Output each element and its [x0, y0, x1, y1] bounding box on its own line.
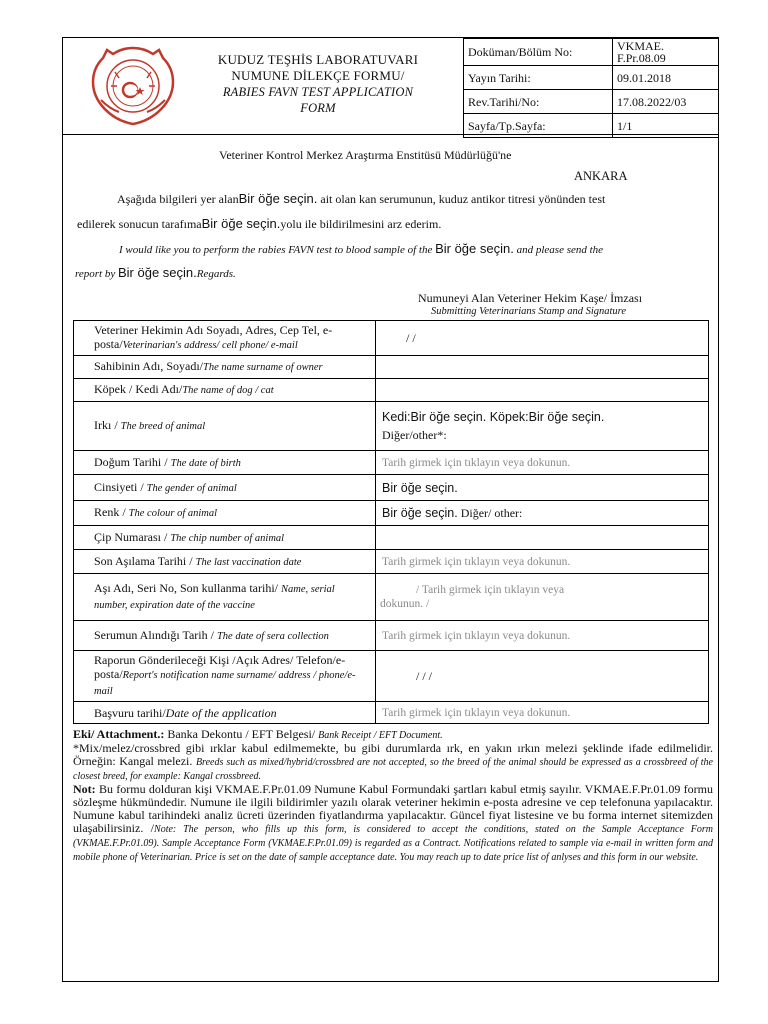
static-text: Bu formu dolduran kişi VKMAE.F.Pr.01.09 Numune Kabul Formundaki şartları kabul etmiş sayılır. VKMAE.F.Pr.01.09 formu sözleşme hükmündedir. Numune ile ilgili bildirimler yazılı olarak veteriner hekimin e-posta adresine ve cep telefonuna yapılacaktır. Numune kabul tarihindeki analiz ücreti üzerinden fiyatlandırma yapılacaktır. Güncel fiyat listesine ve bu forma internet sitemizden ulaşabilirsiniz. / — [73, 782, 713, 835]
field-label — [74, 475, 376, 501]
table-row — [74, 651, 709, 702]
field-label — [74, 621, 376, 651]
content-control-dropdown[interactable]: Bir öğe seçin. — [238, 191, 318, 206]
label-tr: Köpek / Kedi Adı/ — [94, 382, 183, 396]
vaccine-info-field[interactable] — [376, 574, 709, 621]
signature-label-en: Submitting Veterinarians Stamp and Signature — [431, 306, 627, 317]
table-row — [74, 475, 709, 501]
table-row — [74, 402, 709, 451]
label-en: The chip number of animal — [170, 532, 285, 544]
label-tr: Doğum Tarihi / — [94, 454, 171, 469]
static-text: yolu ile bildirilmesini arz ederim. — [280, 217, 442, 231]
form-title — [193, 52, 443, 116]
ministry-logo-icon — [83, 44, 183, 128]
table-row — [74, 356, 709, 379]
colour-field[interactable] — [376, 501, 709, 526]
static-text: edilerek sonucun tarafıma — [77, 217, 202, 231]
label-tr: Irkı / — [94, 418, 121, 432]
meta-label: Rev.Tarihi/No: — [464, 90, 613, 114]
label-en: The date of sera collection — [216, 630, 329, 642]
label-tr: Raporun Gönderileceği Kişi /Açık Adres/ Telefon/e-posta/ — [94, 653, 346, 681]
field-label — [74, 526, 376, 550]
label-tr: Veteriner Hekimin Adı Soyadı, Adres, Cep Tel, e-posta/ — [94, 323, 333, 351]
static-text: I would like you to perform the rabies FAVN test to blood sample of the — [119, 244, 436, 256]
owner-name-field[interactable] — [376, 356, 709, 379]
table-row — [74, 702, 709, 724]
static-text: report by — [75, 268, 118, 280]
meta-row — [464, 39, 719, 66]
breed-other[interactable] — [382, 428, 700, 442]
field-label — [74, 321, 376, 356]
application-date-picker[interactable]: Tarih girmek için tıklayın veya dokunun. — [376, 702, 709, 724]
signature-label: Numuneyi Alan Veteriner Hekim Kaşe/ İmzası — [418, 291, 643, 305]
field-label — [74, 574, 376, 621]
static-text: Bank Receipt / EFT Document. — [318, 730, 443, 741]
breed-field[interactable] — [376, 402, 709, 451]
title-line-2: NUMUNE DİLEKÇE FORMU/ — [231, 68, 405, 83]
label-en: The date of birth — [170, 457, 241, 469]
meta-label: Sayfa/Tp.Sayfa: — [464, 114, 613, 138]
english-paragraph-line1 — [119, 241, 603, 257]
animal-name-field[interactable] — [376, 379, 709, 402]
title-line-3: RABIES FAVN TEST APPLICATION — [222, 85, 414, 99]
static-text: *Mix/melez/crossbred gibi ırklar kabul edilmemekte, bu gibi durumlarda ırk, en yakın ırkın melezi şeklinde ifade edilmelidir. Örneğin: Kangal melezi. — [73, 741, 713, 768]
general-note — [73, 783, 713, 864]
label-tr: Cinsiyeti / — [94, 479, 147, 494]
static-text: Banka Dekontu / EFT Belgesi/ — [164, 727, 319, 741]
table-row — [74, 574, 709, 621]
field-label — [74, 651, 376, 702]
label-en: The breed of animal — [120, 421, 206, 432]
content-control-dropdown[interactable]: Bir öğe seçin. — [117, 265, 197, 280]
static-text: Aşağıda bilgileri yer alan — [117, 192, 239, 206]
attachment-label: Eki/ Attachment.: — [73, 727, 165, 741]
meta-label: Yayın Tarihi: — [464, 66, 613, 90]
meta-value: 1/1 — [613, 114, 719, 138]
note-label: Not: — [73, 782, 96, 796]
field-label — [74, 402, 376, 451]
meta-row — [464, 66, 719, 90]
label-tr: Çip Numarası / — [94, 529, 171, 544]
label-en: The name of dog / cat — [182, 385, 274, 396]
label-en: The colour of animal — [128, 508, 218, 519]
label-en: Name, serial number, expiration date of the vaccine — [94, 584, 335, 611]
static-text: Note: The person, who fills up this form, is considered to accept the conditions, stated on the Sample Acceptance Form (VKMAE.F.Pr.01.09). Sample Acceptance Form (VKMAE.F.Pr.01.09) is regarded as a Contract. Notifications related to sample via e-mail in written form and mobile phone of Veterinarian. Price is set on the date of sample acceptance date. You may reach up to date price list of anlyses and this form in our website. — [73, 824, 714, 863]
meta-value: VKMAE. F.Pr.08.09 — [613, 39, 719, 66]
label-tr: Son Aşılama Tarihi / — [94, 553, 196, 568]
meta-label: Doküman/Bölüm No: — [464, 39, 613, 66]
title-line-4: FORM — [300, 101, 336, 115]
birth-date-picker[interactable]: Tarih girmek için tıklayın veya dokunun. — [376, 451, 709, 475]
colour-other: Diğer/ other: — [460, 506, 523, 520]
static-text: ait olan kan serumunun, kuduz antikor titresi yönünden test — [317, 192, 606, 206]
request-paragraph-line2 — [77, 216, 441, 232]
vaccine-info-line2[interactable]: dokunun. / — [380, 598, 430, 610]
title-line-1: KUDUZ TEŞHİS LABORATUVARI — [217, 52, 419, 67]
meta-value: 09.01.2018 — [613, 66, 719, 90]
label-en: The last vaccination date — [195, 556, 302, 568]
label-tr: Serumun Alındığı Tarih / — [94, 627, 217, 642]
attachment-note — [73, 728, 713, 742]
table-row — [74, 550, 709, 574]
table-row — [74, 621, 709, 651]
chip-number-field[interactable] — [376, 526, 709, 550]
vet-contact-field[interactable]: / / — [376, 321, 709, 356]
static-text: Diğer/other*: — [382, 428, 447, 442]
addressee: Veteriner Kontrol Merkez Araştırma Enstitüsü Müdürlüğü'ne — [219, 148, 512, 162]
sera-date-picker[interactable]: Tarih girmek için tıklayın veya dokunun. — [376, 621, 709, 651]
gender-dropdown[interactable]: Bir öğe seçin. — [376, 475, 709, 501]
label-tr: Sahibinin Adı, Soyadı/ — [94, 359, 204, 373]
label-tr: Başvuru tarihi/ — [94, 705, 166, 720]
vaccination-date-picker[interactable]: Tarih girmek için tıklayın veya dokunun. — [376, 550, 709, 574]
field-label — [74, 451, 376, 475]
meta-row — [464, 90, 719, 114]
label-tr: Renk / — [94, 505, 129, 519]
colour-dropdown[interactable]: Bir öğe seçin. — [382, 506, 458, 520]
report-recipient-field[interactable]: / / / — [376, 651, 709, 702]
document-header — [63, 38, 718, 135]
application-form-table — [73, 320, 709, 724]
label-tr: Aşı Adı, Seri No, Son kullanma tarihi/ — [94, 581, 281, 595]
field-label — [74, 702, 376, 724]
static-text: Breeds such as mixed/hybrid/crossbred are not accepted, so the breed of the animal should be expressed as a crossbreed of the closest breed, for example: Kangal crossbreed. — [73, 757, 713, 782]
label-en: Report's notification name surname/ address / phone/e-mail — [94, 670, 356, 697]
crossbreed-note — [73, 742, 713, 783]
label-en: The gender of animal — [146, 482, 237, 494]
notes-section — [73, 728, 713, 864]
label-en: Veterinarian's address/ cell phone/ e-mail — [122, 340, 298, 351]
table-row — [74, 526, 709, 550]
field-label — [74, 356, 376, 379]
label-en: Date of the application — [165, 705, 277, 720]
table-row — [74, 321, 709, 356]
form-page — [62, 37, 719, 982]
meta-row — [464, 114, 719, 138]
vaccine-info-line1[interactable]: / Tarih girmek için tıklayın veya — [416, 584, 565, 596]
meta-value: 17.08.2022/03 — [613, 90, 719, 114]
document-meta-table — [463, 38, 719, 138]
static-text: and please send the — [513, 244, 604, 256]
table-row — [74, 501, 709, 526]
request-paragraph-line1 — [117, 191, 605, 207]
city: ANKARA — [574, 169, 628, 183]
field-label — [74, 550, 376, 574]
content-control-dropdown[interactable]: Bir öğe seçin. — [201, 216, 281, 231]
label-en: The name surname of owner — [203, 362, 323, 373]
content-control-dropdown[interactable]: Bir öğe seçin. — [435, 241, 514, 256]
static-text: Regards. — [196, 268, 236, 280]
table-row — [74, 379, 709, 402]
breed-dropdowns[interactable]: Kedi:Bir öğe seçin. Köpek:Bir öğe seçin. — [382, 410, 605, 424]
field-label — [74, 379, 376, 402]
english-paragraph-line2 — [75, 265, 236, 281]
table-row — [74, 451, 709, 475]
field-label — [74, 501, 376, 526]
